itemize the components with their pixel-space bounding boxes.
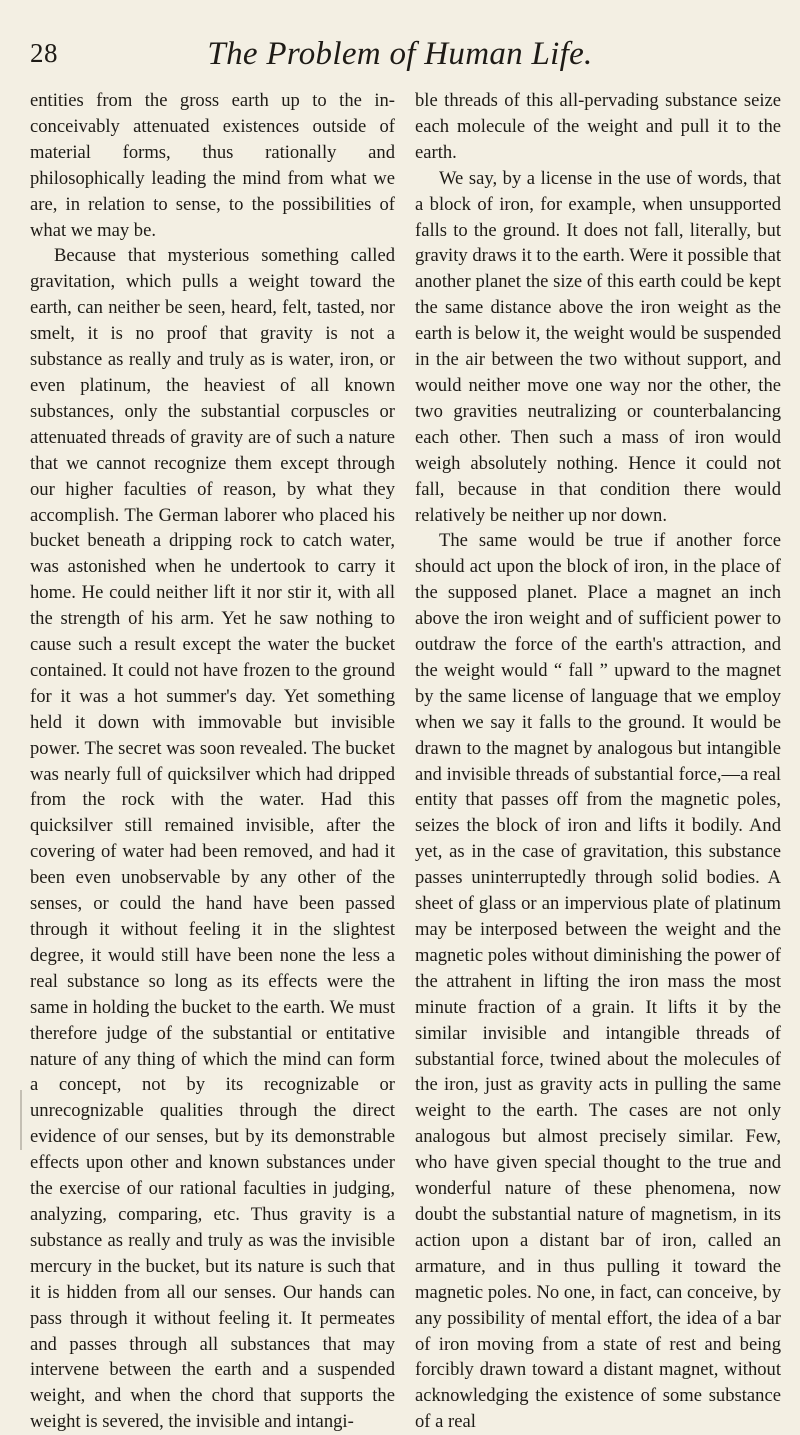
margin-bracket-mark: [20, 1090, 28, 1150]
left-column: [30, 88, 395, 1435]
paragraph: Because that mysterious something called gravitation, which pulls a weight toward the earth, can neither be seen, heard, felt, tasted, nor smelt, it is no proof that gravity is not a substance as really and truly as is water, iron, or even platinum, the heaviest of all known substances, only the substantial corpuscles or attenuated threads of gravity are of such a nature that we cannot recognize them except through our higher faculties of reason, by what they accomplish. The German laborer who placed his bucket beneath a dripping rock to catch water, was astonished when he undertook to carry it home. He could neither lift it nor stir it, with all the strength of his arm. Yet he saw nothing to cause such a result except the water the bucket contained. It could not have frozen to the ground for it was a hot summer's day. Yet something held it down with immovable but invisible power. The secret was soon revealed. The bucket was nearly full of quicksilver which had dripped from the rock with the water. Had this quicksilver still remained invisible, after the covering of water had been removed, and had it been even unobservable by any other of the senses, or could the hand have been passed through it without feeling it in the slightest degree, it would still have been none the less a real substance so long as its effects were the same in holding the bucket to the earth. We must therefore judge of the substantial or entitative nature of any thing of which the mind can form a concept, not by its recognizable or unrecognizable qualities through the direct evidence of our senses, but by its demonstrable effects upon other and known substances under the exercise of our rational faculties in judging, analyzing, comparing, etc. Thus gravity is a substance as really and truly as was the invisible mercury in the bucket, but its nature is such that it is hidden from all our senses. Our hands can pass through it without feeling it. It permeates and passes through all substances that may intervene between the earth and a suspended weight, and when the chord that supports the weight is severed, the invisible and intangi-: [30, 245, 395, 1433]
paragraph: ble threads of this all-pervading substance seize each molecule of the weight and pull it to the earth.: [415, 90, 781, 163]
running-title: The Problem of Human Life.: [207, 36, 593, 72]
paragraph: We say, by a license in the use of words, that a block of iron, for example, when unsupported falls to the ground. It does not fall, literally, but gravity draws it to the earth. Were it possible that another planet the size of this earth could be kept the same distance above the iron weight as the earth is below it, the weight would be suspended in the air between the two without support, and would neither move one way nor the other, the two gravities neutralizing or counterbalancing each other. Then such a mass of iron would weigh absolutely nothing. Hence it could not fall, because in that condition there would relatively be neither up nor down.: [415, 167, 781, 526]
right-column: [415, 88, 781, 1435]
page-number: 28: [30, 38, 58, 68]
paragraph: The same would be true if another force should act upon the block of iron, in the place of the supposed planet. Place a magnet an inch above the iron weight and of sufficient power to outdraw the force of the earth's attraction, and the weight would “ fall ” upward to the magnet by the same license of language that we employ when we say it falls to the ground. It would be drawn to the magnet by analogous but intangible and invisible threads of substantial force,—a real entity that passes off from the magnetic poles, seizes the block of iron and lifts it bodily. And yet, as in the case of gravitation, this substance passes uninterruptedly through solid bodies. A sheet of glass or an impervious plate of platinum may be interposed between the weight and the magnetic poles without diminishing the power of the attrahent in lifting the iron mass the most minute fraction of a grain. It lifts it by the similar invisible and intangible threads of substantial force, twined about the molecules of the iron, just as gravity acts in pulling the same weight to the earth. The cases are not only analogous but almost precisely similar. Few, who have given special thought to the true and wonderful nature of these phenomena, now doubt the substantial nature of magnetism, in its action upon a distant bar of iron, called an armature, and in thus pulling it toward the magnetic poles. No one, in fact, can conceive, by any possibility of mental effort, the idea of a bar of iron moving from a state of rest and being forcibly drawn toward a distant magnet, without acknowledging the existence of some substance of a real: [415, 530, 781, 1433]
paragraph: entities from the gross earth up to the in-conceivably attenuated existences outside of material forms, thus rationally and philosophically leading the mind from what we are, in relation to sense, to the possibilities of what we may be.: [30, 90, 395, 241]
